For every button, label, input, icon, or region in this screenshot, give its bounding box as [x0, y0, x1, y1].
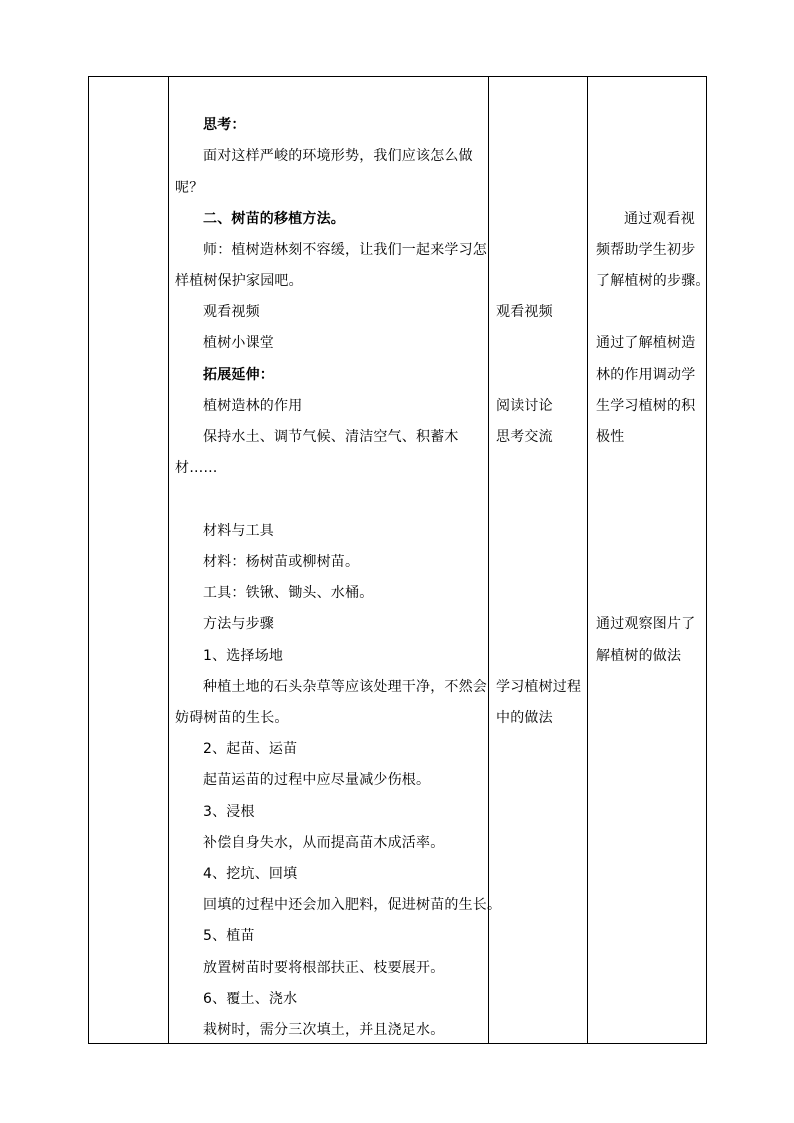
content-line: 工具：铁锹、锄头、水桶。 — [203, 585, 374, 601]
content-line: 植树小课堂 — [203, 335, 274, 351]
intent-line: 林的作用调动学 — [596, 367, 696, 383]
content-line: 妨碍树苗的生长。 — [175, 710, 289, 726]
content-line: 起苗运苗的过程中应尽量减少伤根。 — [203, 772, 431, 788]
content-line: 6、覆土、浇水 — [203, 991, 298, 1007]
content-line: 保持水土、调节气候、清洁空气、积蓄木 — [203, 429, 459, 445]
intent-line: 通过了解植树造 — [596, 335, 696, 351]
content-line: 植树造林的作用 — [203, 398, 303, 414]
content-line: 栽树时，需分三次填土，并且浇足水。 — [203, 1022, 445, 1038]
content-line: 3、浸根 — [203, 804, 255, 820]
content-line: 种植土地的石头杂草等应该处理干净，不然会 — [203, 679, 487, 695]
content-line: 1、选择场地 — [203, 648, 284, 664]
content-line: 5、植苗 — [203, 928, 255, 944]
intent-line: 通过观察图片了 — [596, 616, 696, 632]
content-line: 拓展延伸： — [203, 367, 274, 383]
content-line: 回填的过程中还会加入肥料，促进树苗的生长。 — [203, 897, 502, 913]
content-line: 方法与步骤 — [203, 616, 274, 632]
intent-line: 了解植树的步骤。 — [596, 273, 710, 289]
column-divider — [587, 77, 588, 1043]
intent-line: 频帮助学生初步 — [596, 242, 696, 258]
content-line: 补偿自身失水，从而提高苗木成活率。 — [203, 835, 445, 851]
activity-line: 阅读讨论 — [496, 398, 553, 414]
column-divider — [168, 77, 169, 1043]
content-line: 样植树保护家园吧。 — [175, 273, 303, 289]
content-line: 材…… — [175, 460, 218, 476]
content-line: 呢？ — [175, 180, 204, 196]
activity-line: 思考交流 — [496, 429, 553, 445]
intent-line: 极性 — [596, 429, 625, 445]
content-line: 放置树苗时要将根部扶正、枝要展开。 — [203, 960, 445, 976]
content-line: 观看视频 — [203, 304, 260, 320]
content-line: 材料：杨树苗或柳树苗。 — [203, 554, 360, 570]
content-line: 二、树苗的移植方法。 — [203, 211, 345, 227]
activity-line: 中的做法 — [496, 710, 553, 726]
intent-line: 通过观看视 — [624, 211, 695, 227]
activity-line: 学习植树过程 — [496, 679, 582, 695]
lesson-plan-table — [88, 76, 710, 1044]
intent-line: 生学习植树的积 — [596, 398, 696, 414]
content-line: 思考： — [203, 117, 246, 133]
content-line: 师：植树造林刻不容缓，让我们一起来学习怎 — [203, 242, 487, 258]
activity-line: 观看视频 — [496, 304, 553, 320]
content-line: 2、起苗、运苗 — [203, 741, 298, 757]
content-line: 材料与工具 — [203, 523, 274, 539]
content-line: 面对这样严峻的环境形势，我们应该怎么做 — [203, 148, 473, 164]
intent-line: 解植树的做法 — [596, 648, 682, 664]
content-line: 4、挖坑、回填 — [203, 866, 298, 882]
